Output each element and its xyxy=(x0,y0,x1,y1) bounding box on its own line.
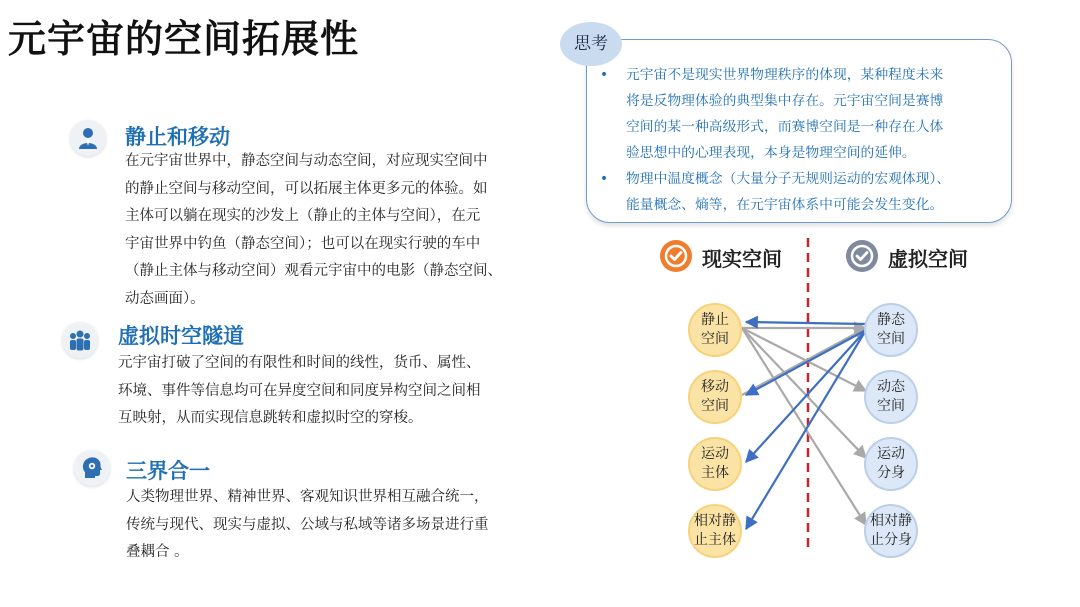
text-line: 物理中温度概念（大量分子无规则运动的宏观体现）、 xyxy=(626,171,951,187)
text-line: 能量概念、熵等，在元宇宙体系中可能会发生变化。 xyxy=(626,197,944,213)
virtual-node-static-space: 静态 空间 xyxy=(864,303,918,357)
blue-link xyxy=(746,322,866,324)
text-line: 叠耦合 。 xyxy=(126,544,189,560)
gray-link xyxy=(742,328,866,525)
text-line: （静止主体与移动空间）观看元宇宙中的电影（静态空间、 xyxy=(125,263,502,279)
text-line: 元宇宙不是现实世界物理秩序的体现，某种程度未来 xyxy=(626,67,944,83)
real-node-relative-static-subject: 相对静 止主体 xyxy=(688,504,742,558)
virtual-node-dynamic-space: 动态 空间 xyxy=(864,370,918,424)
section-heading-three-worlds: 三界合一 xyxy=(126,459,210,483)
text-line: 的静止空间与移动空间，可以拓展主体更多元的体验。如 xyxy=(125,180,488,197)
text-line: 将是反物理体验的典型集中存在。元宇宙空间是赛博 xyxy=(626,93,944,109)
text-line: 互映射，从而实现信息跳转和虚拟时空的穿梭。 xyxy=(118,410,423,426)
text-line: 环境、事件等信息均可在异度空间和同度异构空间之间相 xyxy=(118,382,481,399)
gray-link xyxy=(742,328,866,458)
bullet-icon: • xyxy=(600,171,609,187)
virtual-node-relative-static-avatar: 相对静 止分身 xyxy=(864,504,918,558)
text-line: 动态画面）。 xyxy=(125,290,205,307)
text-line: 主体可以躺在现实的沙发上（静止的主体与空间），在元 xyxy=(125,208,481,224)
text-line: 元宇宙打破了空间的有限性和时间的线性，货币、属性、 xyxy=(118,355,481,371)
text-line: 在元宇宙世界中，静态空间与动态空间，对应现实空间中 xyxy=(125,153,488,169)
section-heading-static-moving: 静止和移动 xyxy=(125,125,230,149)
text-line: 人类物理世界、精神世界、客观知识世界相互融合统一， xyxy=(126,489,489,505)
text-line: 传统与现代、现实与虚拟、公域与私域等诸多场景进行重 xyxy=(126,516,489,533)
virtual-node-moving-avatar: 运动 分身 xyxy=(864,437,918,491)
section-heading-virtual-tunnel: 虚拟时空隧道 xyxy=(118,324,244,348)
text-line: 宇宙世界中钓鱼（静态空间）；也可以在现实行驶的车中 xyxy=(125,235,481,252)
virtual-space-header: 虚拟空间 xyxy=(888,247,968,271)
real-node-moving-space: 移动 空间 xyxy=(688,370,742,424)
page-title: 元宇宙的空间拓展性 xyxy=(8,17,360,61)
text-line: 验思想中的心理表现，本身是物理空间的延伸。 xyxy=(626,145,916,161)
real-node-moving-subject: 运动 主体 xyxy=(688,437,742,491)
bullet-icon: • xyxy=(600,67,609,83)
think-badge: 思考 xyxy=(560,22,622,66)
text-line: 空间的某一种高级形式，而赛博空间是一种存在人体 xyxy=(626,119,944,135)
real-node-static-space: 静止 空间 xyxy=(688,303,742,357)
real-space-header: 现实空间 xyxy=(702,247,782,271)
gray-links xyxy=(742,328,866,525)
